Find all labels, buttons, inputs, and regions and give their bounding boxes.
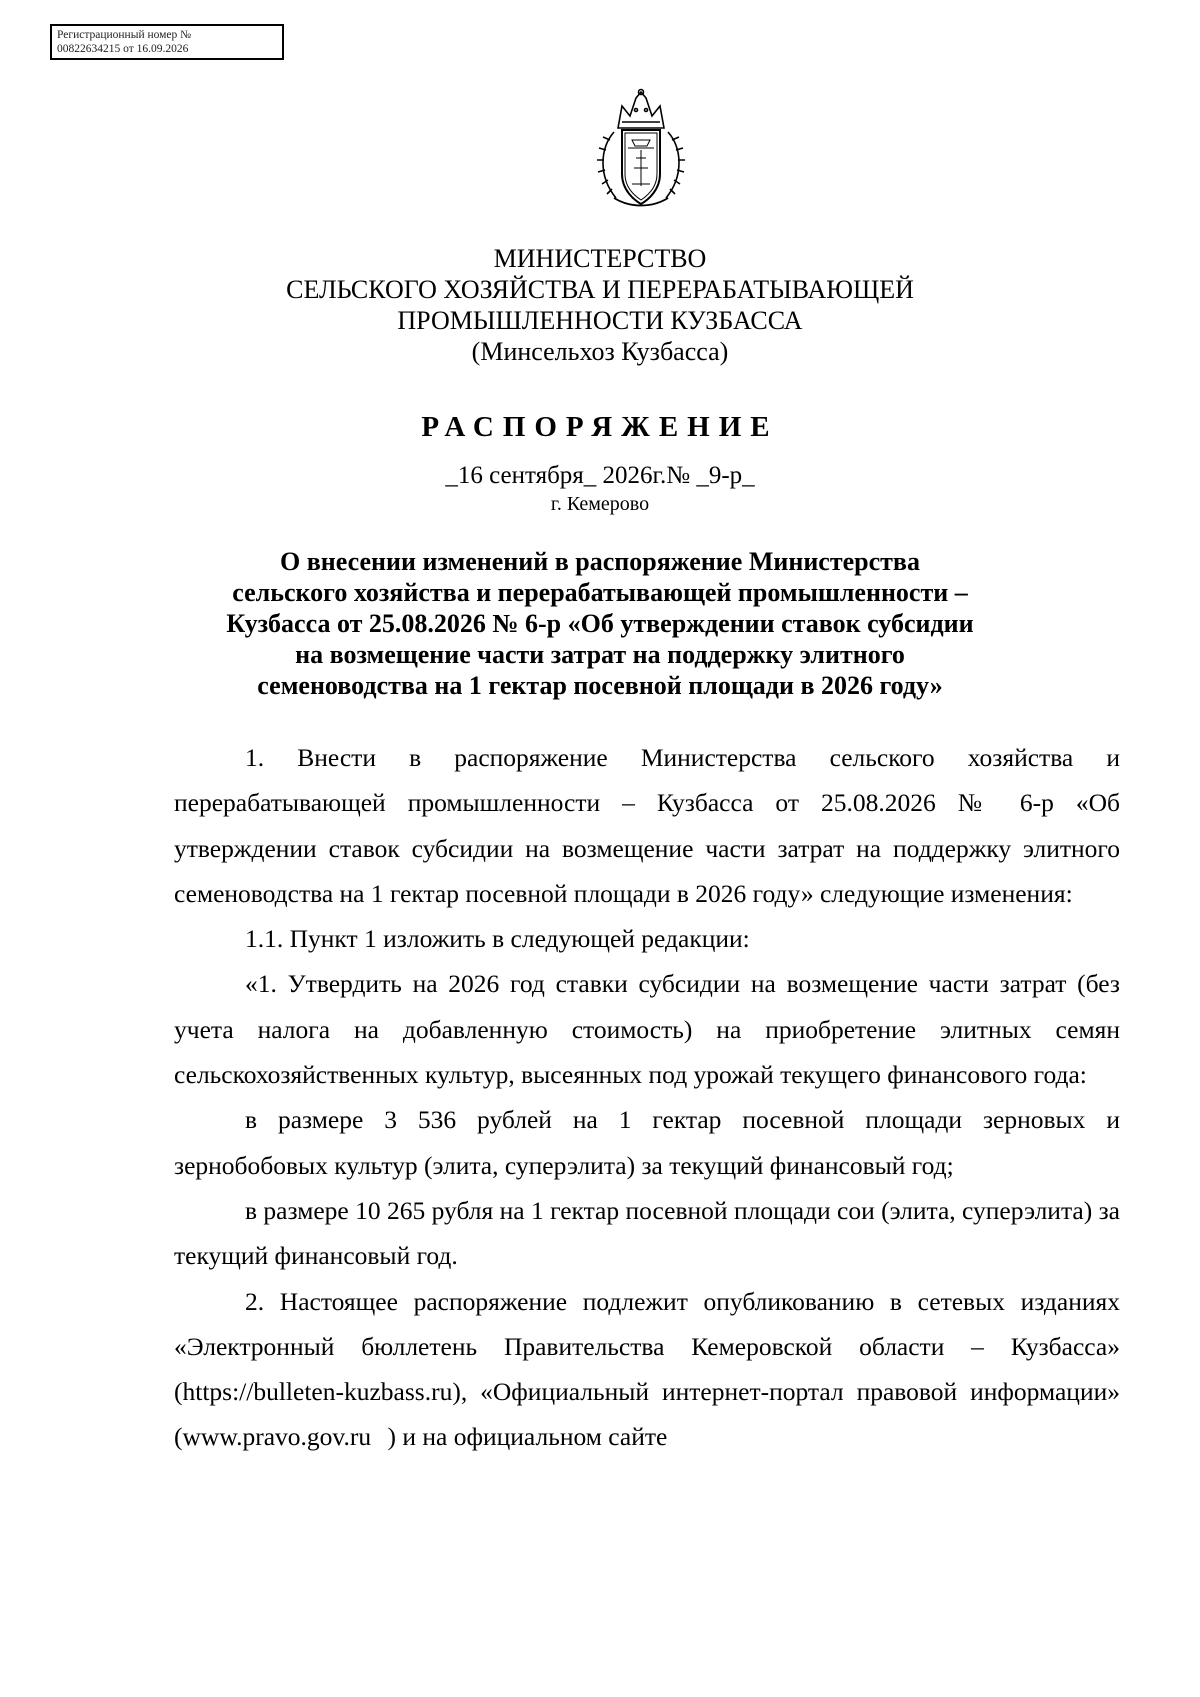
paragraph-grain-rate: в размере 3 536 рублей на 1 гектар посевной площади зерновых и зернобобовых культур (элита, суперэлита) за текущий финансовый год;	[174, 1105, 1120, 1180]
subject-line-1: О внесении изменений в распоряжение Министерства	[280, 547, 920, 576]
paragraph-2	[174, 1279, 1120, 1460]
paragraph-2-end: ) и на официальном сайте	[387, 1422, 668, 1452]
document-body	[174, 735, 1120, 1460]
registration-line-2: 00822634215 от 16.09.2026	[57, 43, 189, 55]
paragraph-2-start: 2. Настоящее распоряжение подлежит опубликованию в сетевых изданиях «Электронный бюллетень Правительства Кемеровской области – Кузбасса» (https://bulleten-kuzbass.ru), «Официальный интернет-портал правовой информации» (www.pravo.gov.ru	[174, 1286, 1120, 1452]
paragraph-1: 1. Внести в распоряжение Министерства сельского хозяйства и перерабатывающей промышленности – Кузбасса от 25.08.2026 № 6-р «Об утверждении ставок субсидии на возмещение части затрат на поддержку элитного семеноводства на 1 гектар посевной площади в 2026 году» следующие изменения:	[174, 743, 1120, 908]
paragraph-soy-rate: в размере 10 265 рубля на 1 гектар посевной площади сои (элита, суперэлита) за текущий финансовый год.	[174, 1195, 1120, 1271]
order-number: _16 сентября_ 2026г.№ _9-р_	[445, 462, 755, 489]
order-title: РАСПОРЯЖЕНИЕ	[421, 411, 779, 443]
ministry-line-1: МИНИСТЕРСТВО	[493, 244, 707, 273]
subject-line-4: на возмещение части затрат на поддержку элитного	[295, 640, 905, 669]
paragraph-quote: «1. Утвердить на 2026 год ставки субсидии на возмещение части затрат (без учета налога на добавленную стоимость) на приобретение элитных семян сельскохозяйственных культур, высеянных под урожай текущего финансового года:	[174, 969, 1120, 1090]
registration-line-1: Регистрационный номер №	[57, 29, 192, 41]
paragraph-1-1: 1.1. Пункт 1 изложить в следующей редакции:	[245, 924, 750, 954]
kuzbass-coat-of-arms-icon	[592, 88, 690, 212]
subject-line-5: семеноводства на 1 гектар посевной площади в 2026 году»	[257, 671, 943, 700]
subject-line-2: сельского хозяйства и перерабатывающей промышленности –	[232, 578, 968, 607]
order-subject	[0, 546, 1200, 701]
ministry-line-3: ПРОМЫШЛЕННОСТИ КУЗБАССА	[397, 306, 803, 335]
ministry-short-name: (Минсельхоз Кузбасса)	[471, 337, 729, 366]
registration-stamp	[50, 24, 284, 60]
ministry-line-2: СЕЛЬСКОГО ХОЗЯЙСТВА И ПЕРЕРАБАТЫВАЮЩЕЙ	[286, 275, 914, 304]
subject-line-3: Кузбасса от 25.08.2026 № 6-р «Об утверждении ставок субсидии	[226, 609, 974, 638]
order-city: г. Кемерово	[550, 493, 650, 515]
ministry-header	[0, 243, 1200, 367]
